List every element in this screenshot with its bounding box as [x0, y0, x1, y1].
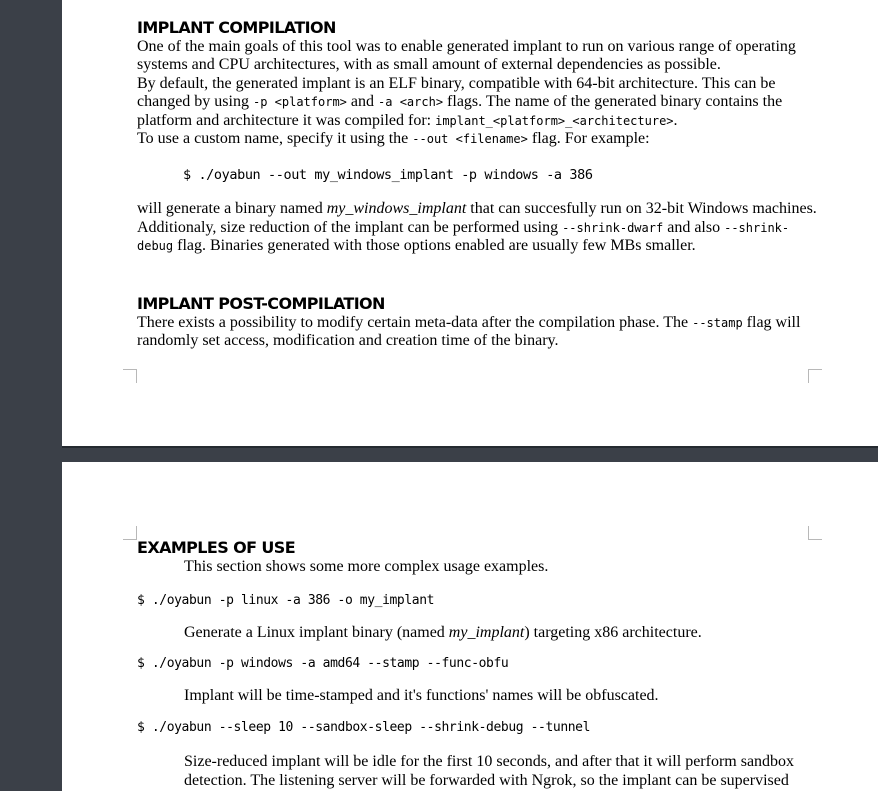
example-command-1: $ ./oyabun -p linux -a 386 -o my_implant	[137, 593, 435, 609]
flag-platform: -p <platform>	[252, 95, 347, 110]
flag-stamp: --stamp	[692, 316, 743, 330]
paragraph-binary-result: will generate a binary named my_windows_implant that can succesfully run on 32-bit Windows machines. Additionaly, size reduction of the implant can be performed using --shrink-dwarf and also --shrink-debug flag. Binaries generated with those options enabled are usually few MBs smaller.	[137, 200, 817, 255]
document-page-2	[62, 462, 878, 791]
section-examples-of-use	[137, 538, 817, 790]
example-description-1: Generate a Linux implant binary (named my_implant) targeting x86 architecture.	[184, 624, 702, 642]
paragraph-default-elf: By default, the generated implant is an ELF binary, compatible with 64-bit architecture. This can be changed by using -p <platform> and -a <arch> flags. The name of the generated binary contains the platform and architecture it was compiled for: implant_<platform>_<architecture>.	[137, 74, 783, 129]
flag-arch: -a <arch>	[378, 95, 444, 110]
implant-name: my_implant	[448, 624, 525, 642]
paragraph-examples-intro: This section shows some more complex usage examples.	[184, 558, 549, 575]
page-corner-mark-bottom-left	[123, 369, 137, 383]
paragraph-goals: One of the main goals of this tool was to enable generated implant to run on various range of operating systems and CPU architectures, with as small amount of external dependencies as possible.	[137, 38, 796, 74]
binary-name-pattern: implant_<platform>_<architecture>	[435, 113, 674, 128]
page-separator	[62, 446, 878, 448]
paragraph-metadata: There exists a possibility to modify certain meta-data after the compilation phase. The --stamp flag will randomly set access, modification and creation time of the binary.	[137, 314, 801, 350]
example-description-3: Size-reduced implant will be idle for the first 10 seconds, and after that it will perform sandbox detection. The listening server will be forwarded with Ngrok, so the implant can be supervised	[184, 753, 795, 789]
flag-out: --out <filename>	[412, 132, 528, 147]
example-description-2: Implant will be time-stamped and it's functions' names will be obfuscated.	[184, 686, 659, 704]
section-implant-post-compilation	[137, 294, 817, 351]
binary-name: my_windows_implant	[326, 200, 467, 218]
example-command: $ ./oyabun --out my_windows_implant -p windows -a 386	[183, 167, 593, 184]
paragraph-custom-name: To use a custom name, specify it using the --out <filename> flag. For example:	[137, 130, 650, 148]
example-command-2: $ ./oyabun -p windows -a amd64 --stamp --func-obfu	[137, 655, 509, 671]
flag-shrink-debug: --shrink-debug	[137, 220, 790, 254]
section-implant-compilation	[137, 18, 817, 256]
heading-implant-compilation: IMPLANT COMPILATION	[137, 18, 336, 37]
example-command-3: $ ./oyabun --sleep 10 --sandbox-sleep --shrink-debug --tunnel	[137, 720, 591, 736]
page-corner-mark-bottom-right	[808, 369, 822, 383]
page-corner-mark-top-left	[123, 526, 137, 540]
flag-shrink-dwarf: --shrink-dwarf	[562, 220, 664, 235]
heading-examples-of-use: EXAMPLES OF USE	[137, 538, 296, 557]
heading-implant-post-compilation: IMPLANT POST-COMPILATION	[137, 294, 385, 313]
document-page-1	[62, 0, 878, 446]
